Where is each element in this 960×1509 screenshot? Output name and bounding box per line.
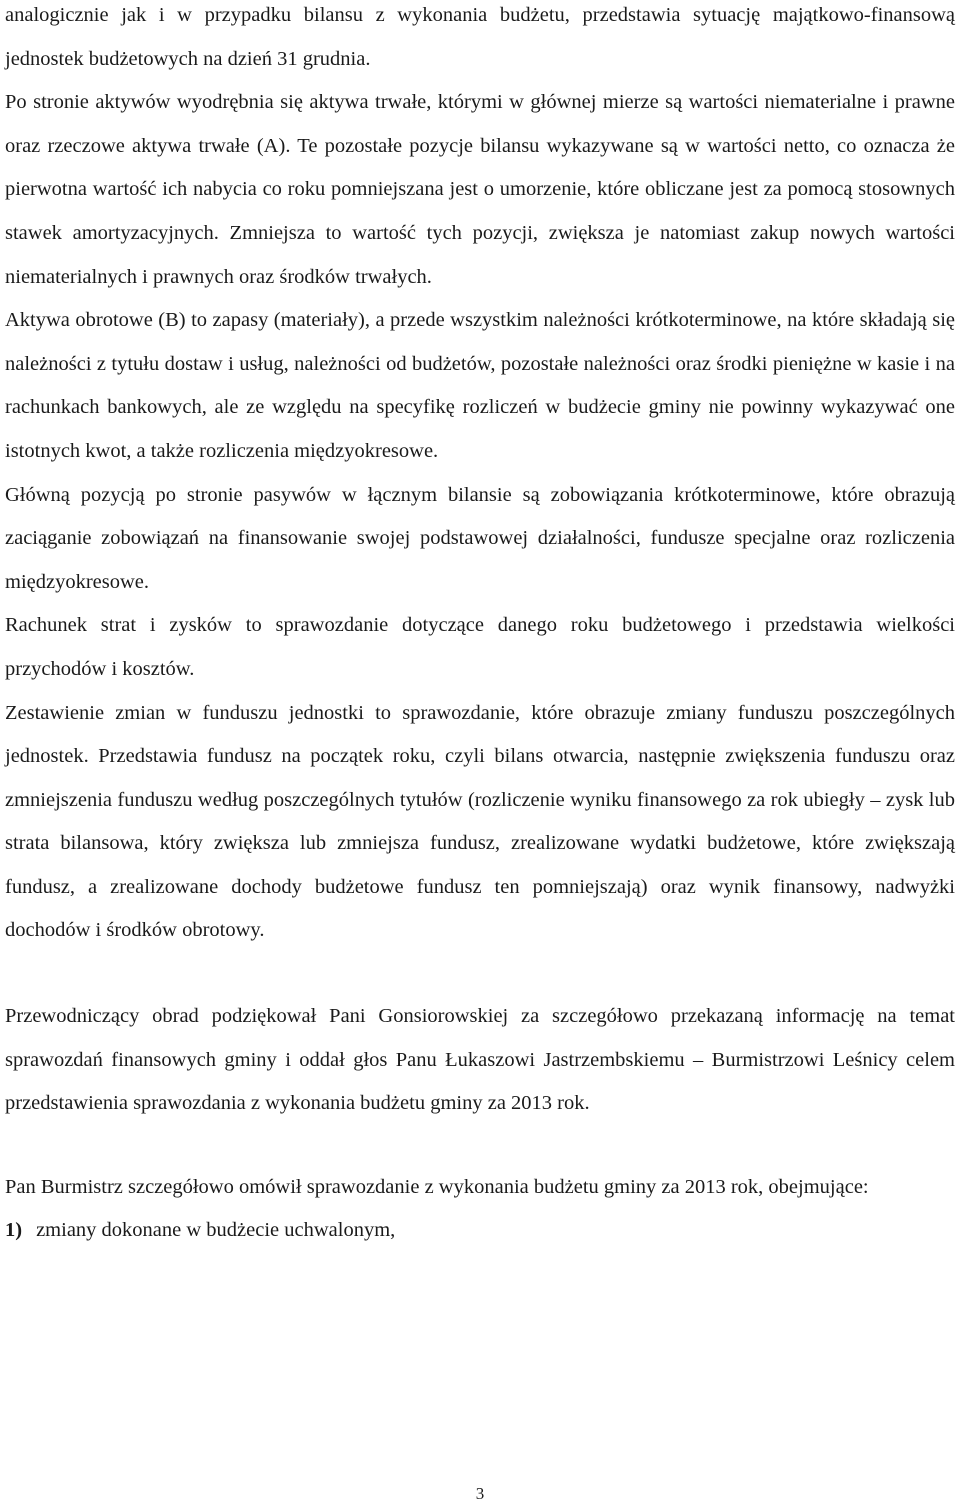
list-item [5, 1209, 955, 1253]
paragraph-fund-changes: Zestawienie zmian w funduszu jednostki to sprawozdanie, które obrazuje zmiany funduszu poszczególnych jednostek. Przedstawia fundusz na początek roku, czyli bilans otwarcia, następnie zwiększenia funduszu oraz zmniejszenia funduszu według poszczególnych tytułów (rozliczenie wyniku finansowego za rok ubiegły – zysk lub strata bilansowa, który zwiększa lub zmniejsza fundusz, zrealizowane wydatki budżetowe, które zwiększają fundusz, a zrealizowane dochody budżetowe fundusz ten pomniejszają) oraz wynik finansowy, nadwyżki dochodów i środków obrotowy. [5, 701, 955, 942]
list-item-text: zmiany dokonane w budżecie uchwalonym, [36, 1219, 396, 1242]
paragraph-chairman-thanks: Przewodniczący obrad podziękował Pani Gonsiorowskiej za szczegółowo przekazaną informację na temat sprawozdań finansowych gminy i oddał głos Panu Łukaszowi Jastrzembskiemu – Burmistrzowi Leśnicy celem przedstawienia sprawozdania z wykonania budżetu gminy za 2013 rok. [5, 1005, 955, 1115]
paragraph-current-assets: Aktywa obrotowe (B) to zapasy (materiały), a przede wszystkim należności krótkoterminowe, na które składają się należności z tytułu dostaw i usług, należności od budżetów, pozostałe należności oraz środki pieniężne w kasie i na rachunkach bankowych, ale ze względu na specyfikę rozliczeń w budżecie gminy nie powinny wykazywać one istotnych kwot, a także rozliczenia międzyokresowe. [5, 309, 955, 462]
paragraph-balance-intro: analogicznie jak i w przypadku bilansu z wykonania budżetu, przedstawia sytuację majątkowo-finansową jednostek budżetowych na dzień 31 grudnia. [5, 4, 955, 70]
paragraph-fixed-assets: Po stronie aktywów wyodrębnia się aktywa trwałe, którymi w głównej mierze są wartości niematerialne i prawne oraz rzeczowe aktywa trwałe (A). Te pozostałe pozycje bilansu wykazywane są w wartości netto, co oznacza że pierwotna wartość ich nabycia co roku pomniejszana jest o umorzenie, które obliczane jest za pomocą stosownych stawek amortyzacyjnych. Zmniejsza to wartość tych pozycji, zwiększa je natomiast zakup nowych wartości niematerialnych i prawnych oraz środków trwałych. [5, 91, 955, 288]
paragraph-mayor-report: Pan Burmistrz szczegółowo omówił sprawozdanie z wykonania budżetu gminy za 2013 rok, obejmujące: [5, 1175, 869, 1198]
paragraph-profit-loss: Rachunek strat i zysków to sprawozdanie dotyczące danego roku budżetowego i przedstawia wielkości przychodów i kosztów. [5, 614, 955, 680]
paragraph-liabilities: Główną pozycją po stronie pasywów w łącznym bilansie są zobowiązania krótkoterminowe, które obrazują zaciąganie zobowiązań na finansowanie swojej podstawowej działalności, fundusze specjalne oraz rozliczenia międzyokresowe. [5, 483, 955, 593]
page-number: 3 [475, 1484, 485, 1503]
document-page [5, 0, 955, 1253]
list-item-number: 1) [5, 1219, 23, 1242]
